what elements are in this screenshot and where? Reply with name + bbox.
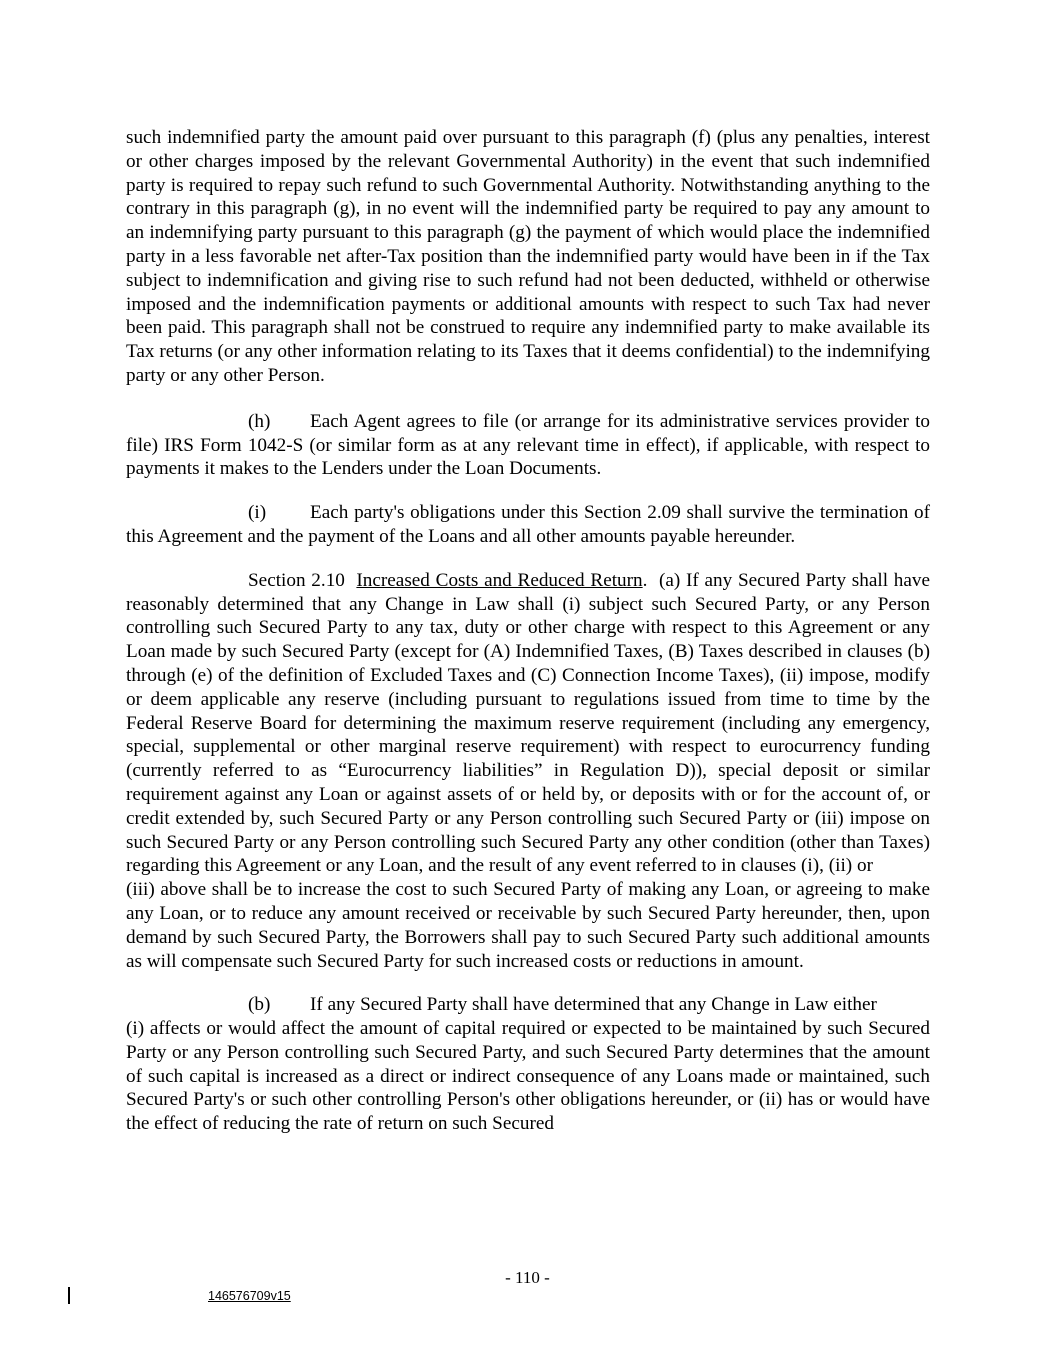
paragraph-text: If any Secured Party shall have determined that any Change in Law either	[310, 994, 877, 1016]
paragraph-marker: (h)	[248, 410, 271, 432]
section-heading: Increased Costs and Reduced Return	[356, 569, 643, 591]
section-2-10-paragraph-a-continued	[126, 878, 930, 973]
paragraph-text: (a) If any Secured Party shall have reasonably determined that any Change in Law shall (i) subject such Secured Party, or any Person controlling such Secured Party to any tax, duty or other charge with respect to this Agreement or any Loan made by such Secured Party (except for (A) Indemnified Taxes, (B) Taxes described in clauses (b) through (e) of the definition of Excluded Taxes and (C) Connection Income Taxes), (ii) impose, modify or deem applicable any reserve (including pursuant to regulations issued from time to time by the Federal Reserve Board for determining the maximum reserve requirement (including any emergency, special, supplemental or other marginal reserve requirement) with respect to eurocurrency funding (currently referred to as “Eurocurrency liabilities” in Regulation D)), special deposit or similar requirement against any Loan or against assets of or held by, or deposits with or for the account of, or credit extended by, such Secured Party or any Person controlling such Secured Party or (iii) impose on such Secured Party or any Person controlling such Secured Party any other condition (other than Taxes) regarding this Agreement or any Loan, and the result of any event referred to in clauses (i), (ii) or	[126, 569, 931, 877]
document-body	[126, 126, 930, 1156]
document-id: 146576709v15	[208, 1289, 291, 1303]
paragraph-b	[126, 993, 930, 1017]
paragraph-i	[126, 501, 930, 549]
paragraph-text: Each party's obligations under this Section 2.09 shall survive the termination of this Agreement and the payment of the Loans and all other amounts payable hereunder.	[126, 502, 930, 547]
change-bar	[68, 1287, 70, 1304]
paragraph-marker: (i)	[248, 502, 267, 524]
section-number: Section 2.10	[248, 569, 345, 591]
paragraph-h	[126, 410, 930, 481]
paragraph-b-continued	[126, 1017, 930, 1136]
page-number: - 110 -	[505, 1268, 550, 1287]
paragraph-text: (iii) above shall be to increase the cost to such Secured Party of making any Loan, or agreeing to make any Loan, or to reduce any amount received or receivable by such Secured Party hereunder, then, upon demand by such Secured Party, the Borrowers shall pay to such Secured Party such additional amounts as will compensate such Secured Party for such increased costs or reductions in amount.	[126, 879, 930, 972]
paragraph-text: (i) affects or would affect the amount of capital required or expected to be maintained by such Secured Party or any Person controlling such Secured Party, and such Secured Party determines that the amount of such capital is increased as a direct or indirect consequence of any Loans made or maintained, such Secured Party's or such other controlling Person's other obligations hereunder, or (ii) has or would have the effect of reducing the rate of return on such Secured	[126, 1018, 930, 1135]
paragraph-text: Each Agent agrees to file (or arrange for its administrative services provider to file) IRS Form 1042-S (or similar form as at any relevant time in effect), if applicable, with respect to payments it makes to the Lenders under the Loan Documents.	[126, 410, 930, 480]
section-2-10-paragraph-a: Section 2.10 Increased Costs and Reduced Return. (a) If any Secured Party shall have reasonably determined that any Change in Law shall (i) subject such Secured Party, or any Person controlling such Secured Party to any tax, duty or other charge with respect to this Agreement or any Loan made by such Secured Party (except for (A) Indemnified Taxes, (B) Taxes described in clauses (b) through (e) of the definition of Excluded Taxes and (C) Connection Income Taxes), (ii) impose, modify or deem applicable any reserve (including pursuant to regulations issued from time to time by the Federal Reserve Board for determining the maximum reserve requirement (including any emergency, special, supplemental or other marginal reserve requirement) with respect to eurocurrency funding (currently referred to as “Eurocurrency liabilities” in Regulation D)), special deposit or similar requirement against any Loan or against assets of or held by, or deposits with or for the account of, or credit extended by, such Secured Party or any Person controlling such Secured Party or (iii) impose on such Secured Party or any Person controlling such Secured Party any other condition (other than Taxes) regarding this Agreement or any Loan, and the result of any event referred to in clauses (i), (ii) or	[126, 569, 931, 877]
paragraph-text: such indemnified party the amount paid over pursuant to this paragraph (f) (plus any penalties, interest or other charges imposed by the relevant Governmental Authority) in the event that such indemnified party is required to repay such refund to such Governmental Authority. Notwithstanding anything to the contrary in this paragraph (g), in no event will the indemnified party be required to pay any amount to an indemnifying party pursuant to this paragraph (g) the payment of which would place the indemnified party in a less favorable net after-Tax position than the indemnified party would have been in if the Tax subject to indemnification and giving rise to such refund had not been deducted, withheld or otherwise imposed and the indemnification payments or additional amounts with respect to such Tax had never been paid. This paragraph shall not be construed to require any indemnified party to make available its Tax returns (or any other information relating to its Taxes that it deems confidential) to the indemnifying party or any other Person.	[126, 127, 930, 386]
paragraph-tax-refund-continuation	[126, 126, 930, 388]
paragraph-marker: (b)	[248, 994, 271, 1016]
